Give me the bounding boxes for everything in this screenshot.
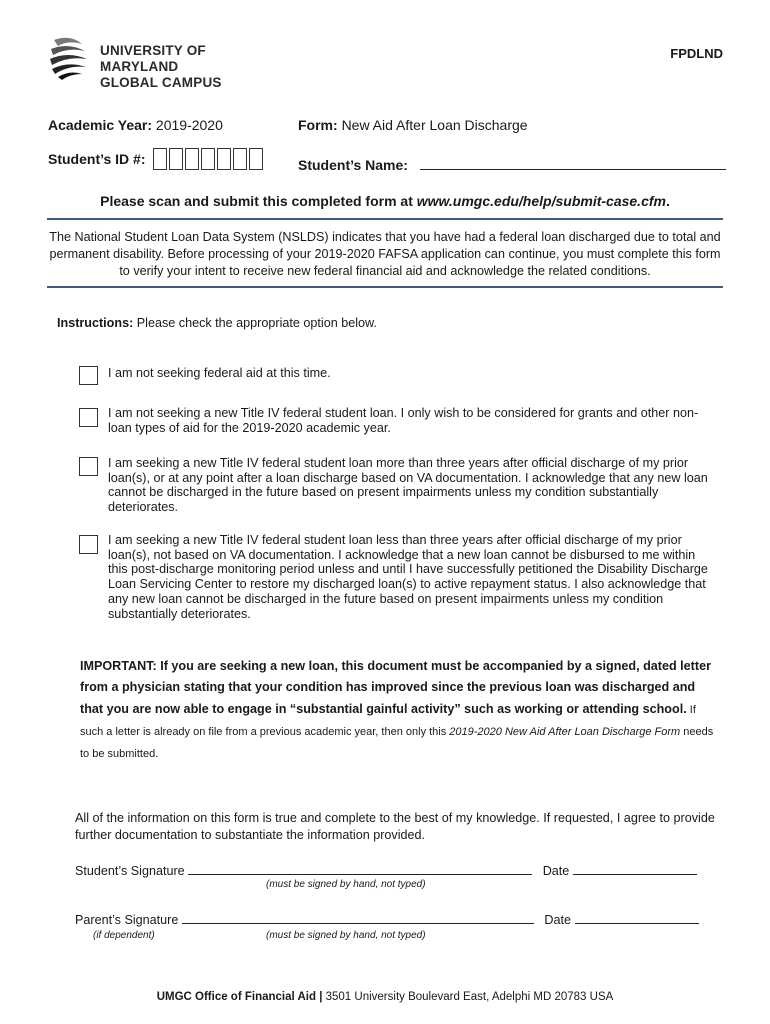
parent-signature-field[interactable] — [182, 911, 534, 924]
globe-logo-icon — [48, 36, 90, 80]
academic-year-value: 2019-2020 — [155, 117, 223, 133]
option-1-text: I am not seeking federal aid at this time. — [108, 366, 331, 380]
important-notice: IMPORTANT: If you are seeking a new loan, this document must be accompanied by a signed, dated letter from a physician stating that your condition has improved since the previous loan was discharged and that you are now able to engage in “substantial gainful activity” such as working or attending school. If such a letter is already on file from a previous academic year, then only this 2019-2020 New Aid After Loan Discharge Form needs to be submitted. — [80, 659, 714, 761]
logo-line-1: UNIVERSITY OF MARYLAND — [100, 43, 206, 74]
student-hand-note: (must be signed by hand, not typed) — [266, 879, 426, 890]
footer-address: 3501 University Boulevard East, Adelphi MD 20783 USA — [325, 991, 614, 1003]
student-id-digit-box[interactable] — [233, 148, 247, 170]
student-id-digit-box[interactable] — [217, 148, 231, 170]
student-id-digit-box[interactable] — [249, 148, 263, 170]
student-id-digit-box[interactable] — [169, 148, 183, 170]
instructions-text: Please check the appropriate option below. — [136, 316, 377, 330]
student-date-label: Date — [542, 864, 570, 878]
student-name-row — [298, 155, 726, 173]
student-name-label: Student’s Name: — [298, 157, 408, 173]
logo-line-2: GLOBAL CAMPUS — [100, 75, 222, 90]
option-1-checkbox[interactable] — [79, 366, 98, 385]
student-name-field[interactable] — [420, 155, 726, 170]
parent-signature-row — [75, 911, 699, 927]
dependent-note: (if dependent) — [93, 930, 155, 941]
academic-year-row — [48, 117, 223, 133]
student-id-boxes[interactable] — [153, 148, 263, 170]
option-2-text: I am not seeking a new Title IV federal student loan. I only wish to be considered for grants and other non-loan types of aid for the 2019-2020 academic year. — [108, 406, 699, 435]
student-signature-field[interactable] — [188, 862, 532, 875]
parent-signature-label: Parent’s Signature — [75, 913, 179, 927]
form-label: Form: — [298, 117, 338, 133]
form-row — [298, 117, 528, 133]
parent-hand-note: (must be signed by hand, not typed) — [266, 930, 426, 941]
option-3-text: I am seeking a new Title IV federal student loan more than three years after official discharge of my prior loan(s), or at any point after a loan discharge based on VA documentation. I acknowledge that any new loan cannot be discharged in the future based on present impairments unless my condition substantially deteriorates. — [108, 456, 708, 515]
option-4-text: I am seeking a new Title IV federal student loan less than three years after official discharge of my prior loan(s), not based on VA documentation. I acknowledge that a new loan cannot be disbursed to me within this post-discharge monitoring period unless and until I have successfully petitioned the Disability Discharge Loan Servicing Center to restore my discharged loan(s) to active repayment status. I also acknowledge that any new loan cannot be discharged in the future based on present impairments unless my condition substantially deteriorates. — [108, 533, 708, 621]
student-date-field[interactable] — [573, 862, 697, 875]
footer-separator: | — [319, 991, 323, 1003]
student-id-digit-box[interactable] — [201, 148, 215, 170]
university-logo — [48, 36, 288, 90]
bottom-divider — [47, 286, 723, 288]
option-2-checkbox[interactable] — [79, 408, 98, 427]
nslds-notice: The National Student Loan Data System (NSLDS) indicates that you have had a federal loan discharged due to total and permanent disability. Before processing of your 2019-2020 FAFSA application can continue, you must complete this form to verify your intent to receive new federal financial aid and acknowledge the related conditions. — [49, 230, 721, 278]
student-id-digit-box[interactable] — [153, 148, 167, 170]
footer-office: UMGC Office of Financial Aid — [156, 991, 316, 1003]
submit-instruction: Please scan and submit this completed form at www.umgc.edu/help/submit-case.cfm. — [100, 193, 670, 209]
student-id-label: Student’s ID #: — [48, 151, 146, 167]
student-signature-label: Student’s Signature — [75, 864, 185, 878]
form-code: FPDLND — [670, 46, 723, 61]
parent-date-field[interactable] — [575, 911, 699, 924]
academic-year-label: Academic Year: — [48, 117, 153, 133]
instructions-label: Instructions: — [57, 316, 134, 330]
top-divider — [47, 218, 723, 220]
form-value: New Aid After Loan Discharge — [341, 117, 528, 133]
option-4-checkbox[interactable] — [79, 535, 98, 554]
student-signature-row — [75, 862, 697, 878]
parent-date-label: Date — [544, 913, 571, 927]
option-3-checkbox[interactable] — [79, 457, 98, 476]
student-id-row — [48, 148, 263, 170]
submit-url-link[interactable]: www.umgc.edu/help/submit-case.cfm — [416, 193, 666, 209]
instructions — [57, 316, 377, 330]
student-id-digit-box[interactable] — [185, 148, 199, 170]
footer — [0, 991, 770, 1003]
attestation-statement: All of the information on this form is true and complete to the best of my knowledge. If requested, I agree to provide further documentation to substantiate the information provided. — [75, 811, 715, 842]
